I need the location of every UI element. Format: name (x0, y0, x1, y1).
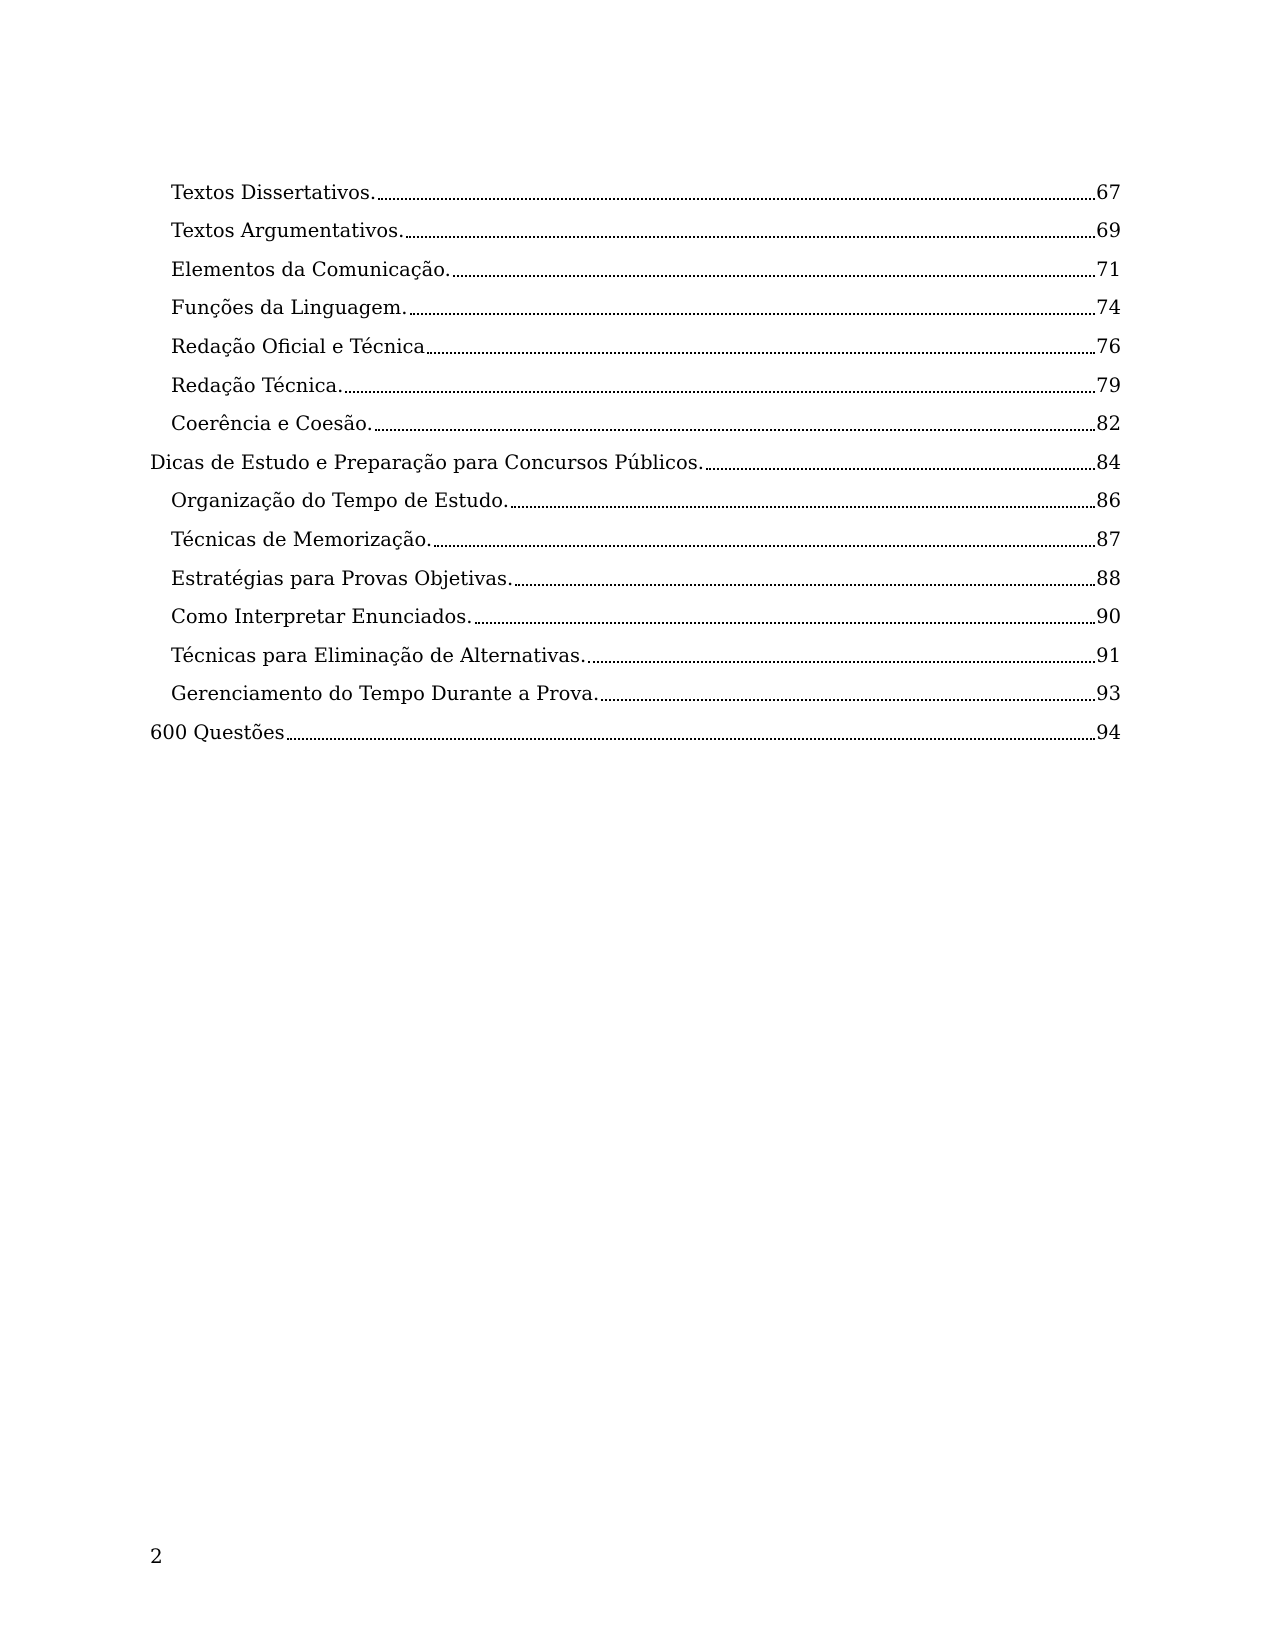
toc-entry-page: 74 (1096, 296, 1121, 320)
toc-entry-title: Organização do Tempo de Estudo. (171, 489, 509, 513)
toc-entry-page: 94 (1096, 720, 1121, 744)
toc-entry-title: Gerenciamento do Tempo Durante a Prova. (171, 682, 600, 706)
dot-leader (601, 698, 1095, 701)
toc-entry-page: 67 (1096, 180, 1121, 204)
toc-entry-funcoes-da-linguagem[interactable] (150, 282, 1121, 321)
toc-entry-title: Funções da Linguagem. (171, 296, 408, 320)
toc-entry-como-interpretar-enunciados[interactable] (150, 591, 1121, 630)
toc-entry-gerenciamento-do-tempo[interactable] (150, 668, 1121, 707)
toc-entry-title: Textos Dissertativos. (171, 180, 377, 204)
toc-entry-title: Redação Técnica. (171, 373, 344, 397)
toc-entry-page: 91 (1096, 643, 1121, 667)
toc-entry-page: 84 (1096, 450, 1121, 474)
dot-leader (434, 544, 1095, 547)
toc-entry-title: Coerência e Coesão. (171, 412, 373, 436)
table-of-contents (150, 166, 1121, 745)
dot-leader (475, 621, 1096, 624)
toc-entry-textos-dissertativos[interactable] (150, 166, 1121, 205)
toc-entry-title: Elementos da Comunicação. (171, 257, 451, 281)
dot-leader (515, 583, 1095, 586)
toc-entry-tecnicas-de-memorizacao[interactable] (150, 513, 1121, 552)
toc-entry-title: Estratégias para Provas Objetivas. (171, 566, 514, 590)
toc-entry-title: Como Interpretar Enunciados. (171, 605, 473, 629)
toc-entry-page: 82 (1096, 412, 1121, 436)
toc-entry-coerencia-e-coesao[interactable] (150, 398, 1121, 437)
toc-entry-page: 90 (1096, 605, 1121, 629)
toc-entry-redacao-tecnica[interactable] (150, 359, 1121, 398)
toc-entry-title: Técnicas de Memorização. (171, 527, 433, 551)
toc-entry-title: Técnicas para Eliminação de Alternativas. (171, 643, 587, 667)
toc-entry-title: Redação Oficial e Técnica (171, 334, 426, 358)
toc-entry-page: 71 (1096, 257, 1121, 281)
toc-entry-page: 69 (1096, 219, 1121, 243)
dot-leader (453, 274, 1095, 277)
dot-leader (588, 660, 1095, 663)
dot-leader (287, 737, 1096, 740)
toc-entry-title: 600 Questões (150, 720, 285, 744)
toc-entry-textos-argumentativos[interactable] (150, 205, 1121, 244)
dot-leader (378, 197, 1095, 200)
toc-entry-organizacao-do-tempo[interactable] (150, 475, 1121, 514)
toc-entry-page: 79 (1096, 373, 1121, 397)
dot-leader (375, 428, 1095, 431)
page-number: 2 (150, 1544, 163, 1568)
toc-entry-page: 86 (1096, 489, 1121, 513)
toc-entry-title: Textos Argumentativos. (171, 219, 405, 243)
toc-entry-page: 87 (1096, 527, 1121, 551)
dot-leader (345, 390, 1095, 393)
toc-entry-page: 88 (1096, 566, 1121, 590)
toc-entry-dicas-de-estudo[interactable] (150, 436, 1121, 475)
toc-entry-estrategias-provas-objetivas[interactable] (150, 552, 1121, 591)
toc-entry-elementos-da-comunicacao[interactable] (150, 243, 1121, 282)
toc-entry-eliminacao-de-alternativas[interactable] (150, 629, 1121, 668)
toc-entry-page: 93 (1096, 682, 1121, 706)
dot-leader (406, 235, 1095, 238)
toc-entry-600-questoes[interactable] (150, 706, 1121, 745)
dot-leader (410, 312, 1096, 315)
dot-leader (706, 467, 1095, 470)
toc-entry-title: Dicas de Estudo e Preparação para Concursos Públicos. (150, 450, 704, 474)
toc-entry-page: 76 (1096, 334, 1121, 358)
dot-leader (511, 505, 1095, 508)
toc-entry-redacao-oficial-e-tecnica[interactable] (150, 320, 1121, 359)
dot-leader (427, 351, 1095, 354)
